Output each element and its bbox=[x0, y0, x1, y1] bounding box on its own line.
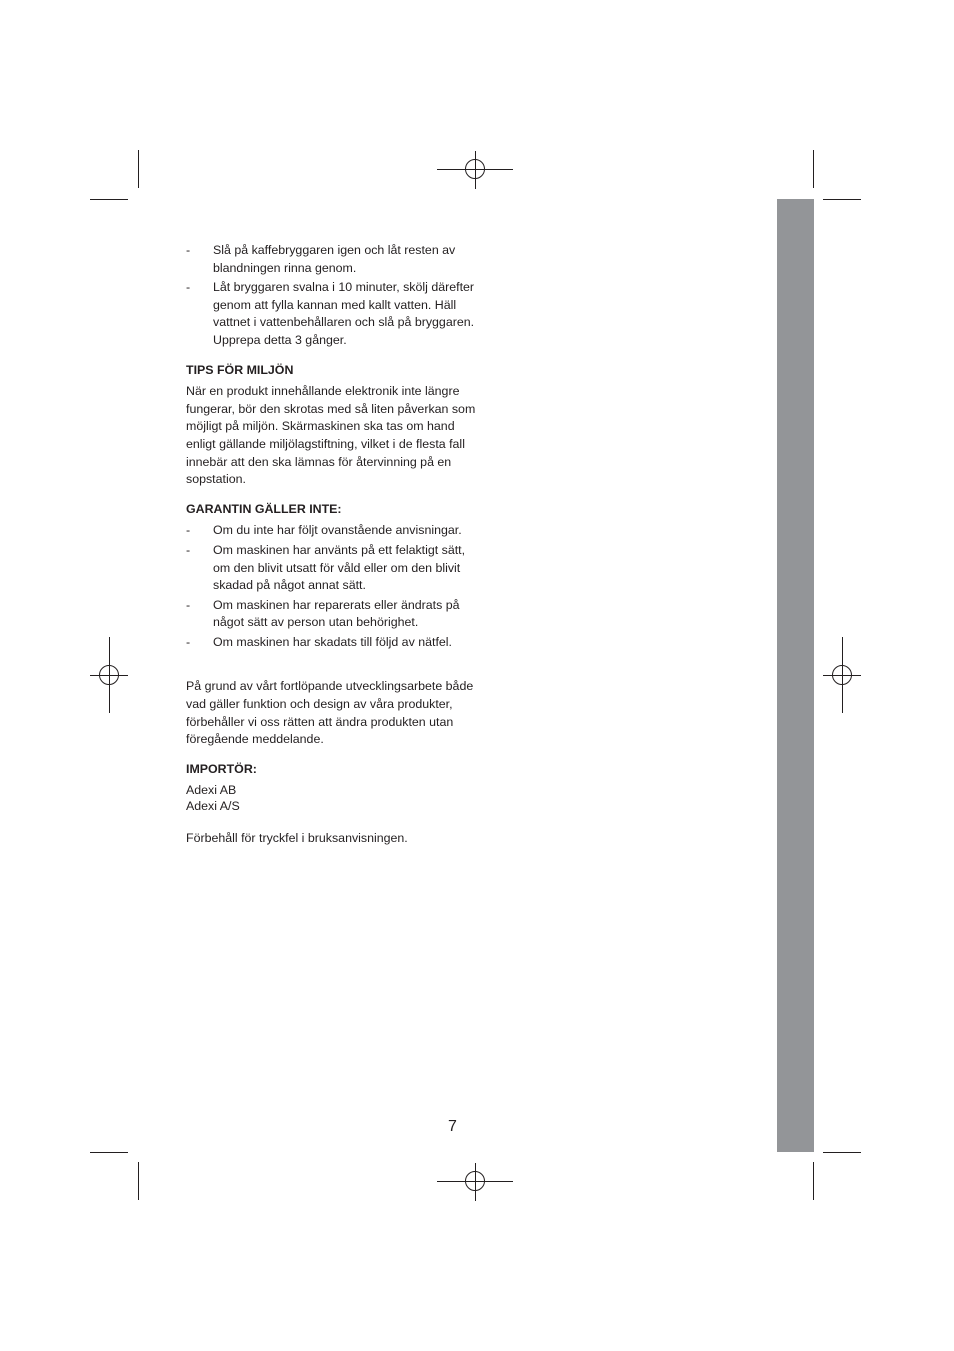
development-note: På grund av vårt fortlöpande utvecklingsarbete både vad gäller funktion och design av våra produkter, förbehåller vi oss rätten att ändra produkten utan föregående meddelande. bbox=[186, 679, 474, 747]
disclaimer: Förbehåll för tryckfel i bruksanvisningen. bbox=[186, 831, 408, 846]
cleaning-steps-list bbox=[186, 242, 476, 350]
list-item: - Om maskinen har reparerats eller ändrats på något sätt av person utan behörighet. bbox=[186, 597, 460, 630]
crop-mark-bottom-left-horizontal bbox=[90, 1152, 128, 1153]
crop-mark-top-right-horizontal bbox=[823, 199, 861, 200]
importer-heading: IMPORTÖR: bbox=[186, 761, 257, 776]
crop-mark-bottom-left-vertical bbox=[138, 1162, 139, 1200]
list-item: - Om maskinen har använts på ett felaktigt sätt, om den blivit utsatt för våld eller om den blivit skadad på något annat sätt. bbox=[186, 542, 466, 593]
importer-line: Adexi AB bbox=[186, 783, 237, 798]
importer-line: Adexi A/S bbox=[186, 799, 240, 814]
crop-mark-bottom-right-horizontal bbox=[823, 1152, 861, 1153]
crop-mark-bottom-right-vertical bbox=[813, 1162, 814, 1200]
list-item: - Om maskinen har skadats till följd av nätfel. bbox=[186, 634, 452, 649]
tips-heading: TIPS FÖR MILJÖN bbox=[186, 362, 294, 377]
crop-mark-top-right-vertical bbox=[813, 150, 814, 188]
list-item: - Låt bryggaren svalna i 10 minuter, skölj därefter genom att fylla kannan med kallt vatten. Häll vattnet i vattenbehållaren och slå på bryggaren. Upprepa detta 3 gånger. bbox=[186, 280, 475, 347]
tips-body: När en produkt innehållande elektronik inte längre fungerar, bör den skrotas med så liten påverkan som möjligt på miljön. Skärmaskinen ska tas om hand enligt gällande miljölagstiftning, vilket i de flesta fall innebär att den ska lämnas för återvinning på en sopstation. bbox=[186, 384, 476, 487]
list-item: - Om du inte har följt ovanstående anvisningar. bbox=[186, 523, 462, 538]
crop-mark-top-left-horizontal bbox=[90, 199, 128, 200]
warranty-heading: GARANTIN GÄLLER INTE: bbox=[186, 501, 342, 516]
list-item: - Slå på kaffebryggaren igen och låt resten av blandningen rinna genom. bbox=[186, 243, 456, 275]
warranty-list bbox=[186, 522, 476, 651]
side-tab bbox=[777, 199, 814, 1152]
page-content bbox=[186, 242, 476, 848]
page-number: 7 bbox=[448, 1118, 457, 1135]
crop-mark-top-left-vertical bbox=[138, 150, 139, 188]
